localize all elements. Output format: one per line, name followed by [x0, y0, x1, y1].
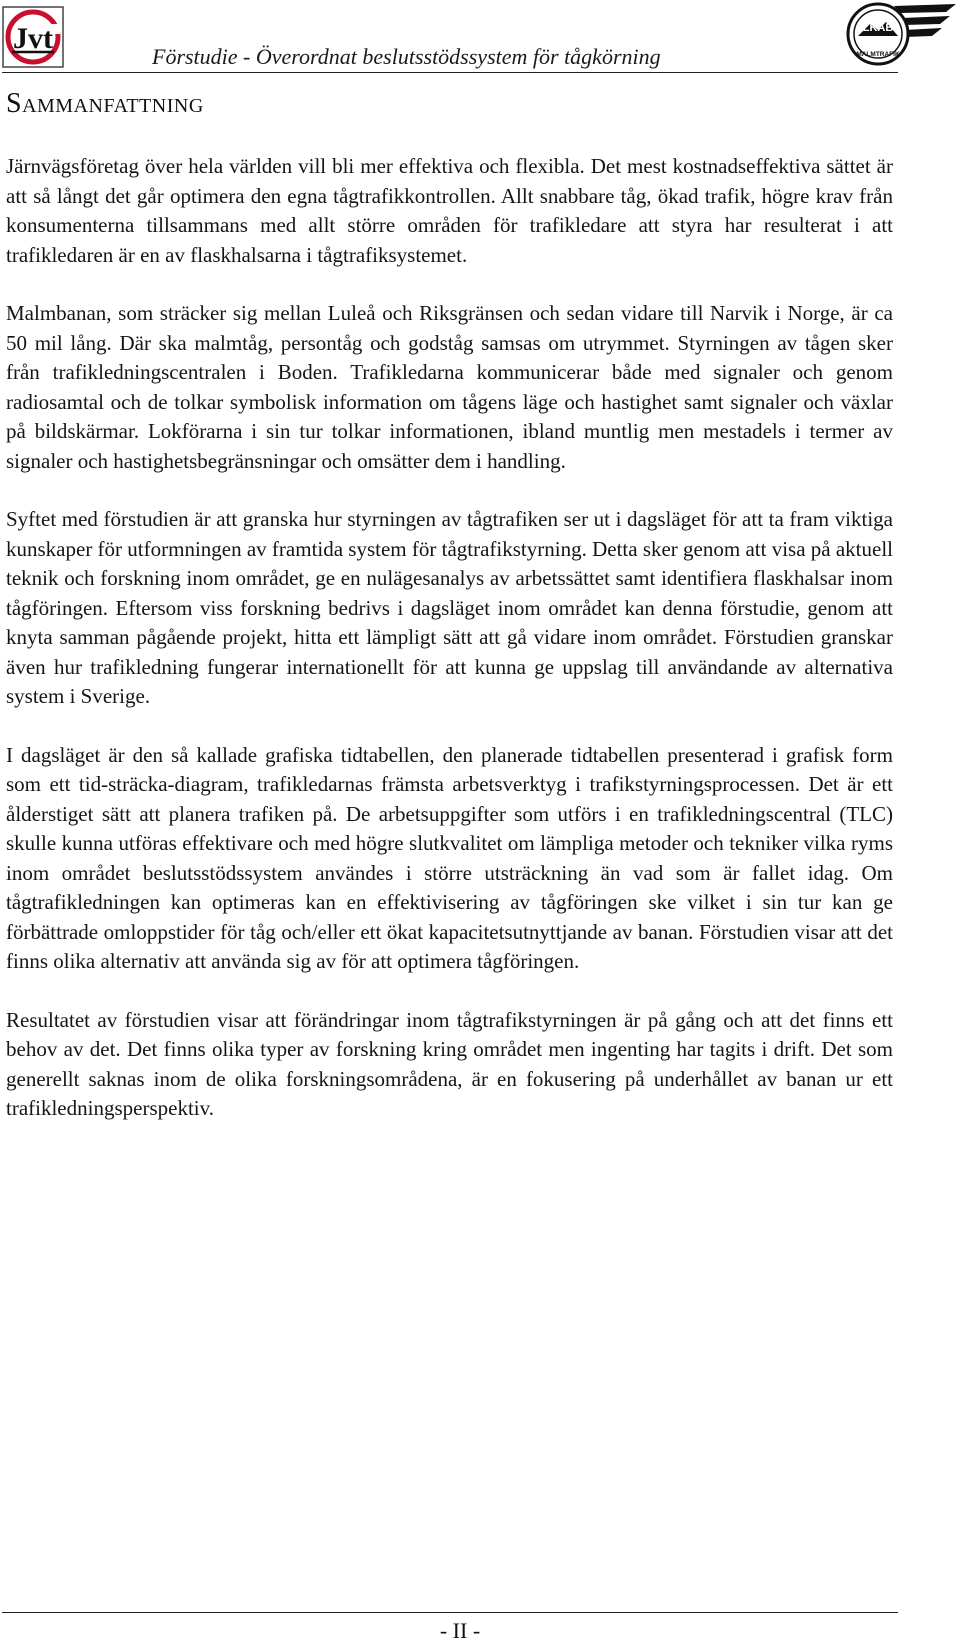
summary-paragraph-4: I dagsläget är den så kallade grafiska tidtabellen, den planerade tidtabellen presenterad i grafisk form som ett tid-sträcka-diagram, trafikledarnas främsta arbetsverktyg i trafikstyrningsprocessen. Det är ett ålderstiget sätt att planera trafiken på. De arbetsuppgifter som utförs i en trafikledningscentral (TLC) skulle kunna utföras effektivare och med högre slutkvalitet om lämpliga metoder och tekniker vilka ryms inom området beslutsstödssystem användes i större utsträckning än vad som är fallet idag. Om tågtrafikledningen kan optimeras kan en effektivisering av tågföringen ske vilket i sin tur kan ge förbättrade omloppstider för tåg och/eller ett ökat kapacitetsutnyttjande av banan. Förstudien visar att det finns olika alternativ att använda sig av för att optimera tågföringen. — [6, 742, 893, 973]
summary-body — [6, 152, 893, 1153]
jvt-logo-icon — [2, 6, 64, 68]
svg-text:Jvt: Jvt — [13, 22, 53, 55]
footer-divider — [2, 1612, 898, 1613]
summary-paragraph-1: Järnvägsföretag över hela världen vill bli mer effektiva och flexibla. Det mest kostnadseffektiva sättet är att så långt det går optimera den egna tågtrafikkontrollen. Allt snabbare tåg, ökad trafik, högre krav från konsumenterna tillsammans med allt större områden för trafikledare att styra har resulterat i att trafikledaren är en av flaskhalsarna i tågtrafiksystemet. — [6, 154, 893, 267]
lkab-malmtrafik-logo-icon — [842, 0, 958, 76]
summary-paragraph-3: Syftet med förstudien är att granska hur styrningen av tågtrafiken ser ut i dagsläget för att ta fram viktiga kunskaper för utformningen av framtida system för tågtrafikstyrning. Detta sker genom att visa på aktuell teknik och forskning inom området, ge en nulägesanalys av arbetssättet samt identifiera flaskhalsar inom tågföringen. Eftersom viss forskning bedrivs i dagsläget inom området kan denna förstudie, genom att knyta samman pågående projekt, hitta ett lämpligt sätt att gå vidare inom området. Förstudien granskar även hur trafikledning fungerar internationellt för att kunna ge uppslag till användande av alternativa system i Sverige. — [6, 507, 893, 708]
svg-text:LKAB: LKAB — [862, 22, 894, 34]
summary-paragraph-5: Resultatet av förstudien visar att förändringar inom tågtrafikstyrningen är på gång och att det finns ett behov av det. Det finns olika typer av forskning kring området men ingenting har tagits i drift. Det som generellt saknas inom de olika forskningsområdena, är en fokusering på underhållet av banan ur ett trafikledningsperspektiv. — [6, 1007, 893, 1120]
svg-text:MALMTRAFIK: MALMTRAFIK — [856, 51, 900, 58]
page-header — [0, 0, 960, 80]
summary-paragraph-2: Malmbanan, som sträcker sig mellan Luleå och Riksgränsen och sedan vidare till Narvik i Norge, är ca 50 mil lång. Där ska malmtåg, persontåg och godståg samsas om utrymmet. Styrningen av tågen sker från trafikledningscentralen i Boden. Trafikledarna kommunicerar både med signaler och genom radiosamtal och de tolkar symbolisk information om tågens läge och hastighet samt signaler och växlar på bildskärmar. Lokförarna i sin tur tolkar informationen, ibland muntlig men mestadels i termer av signaler och hastighetsbegränsningar och omsätter dem i handling. — [6, 301, 893, 473]
page-number: - II - — [439, 1618, 481, 1643]
document-header-title: Förstudie - Överordnat beslutsstödssystem för tågkörning — [152, 44, 661, 69]
header-divider — [2, 72, 898, 73]
section-heading: Sammanfattning — [6, 88, 204, 119]
